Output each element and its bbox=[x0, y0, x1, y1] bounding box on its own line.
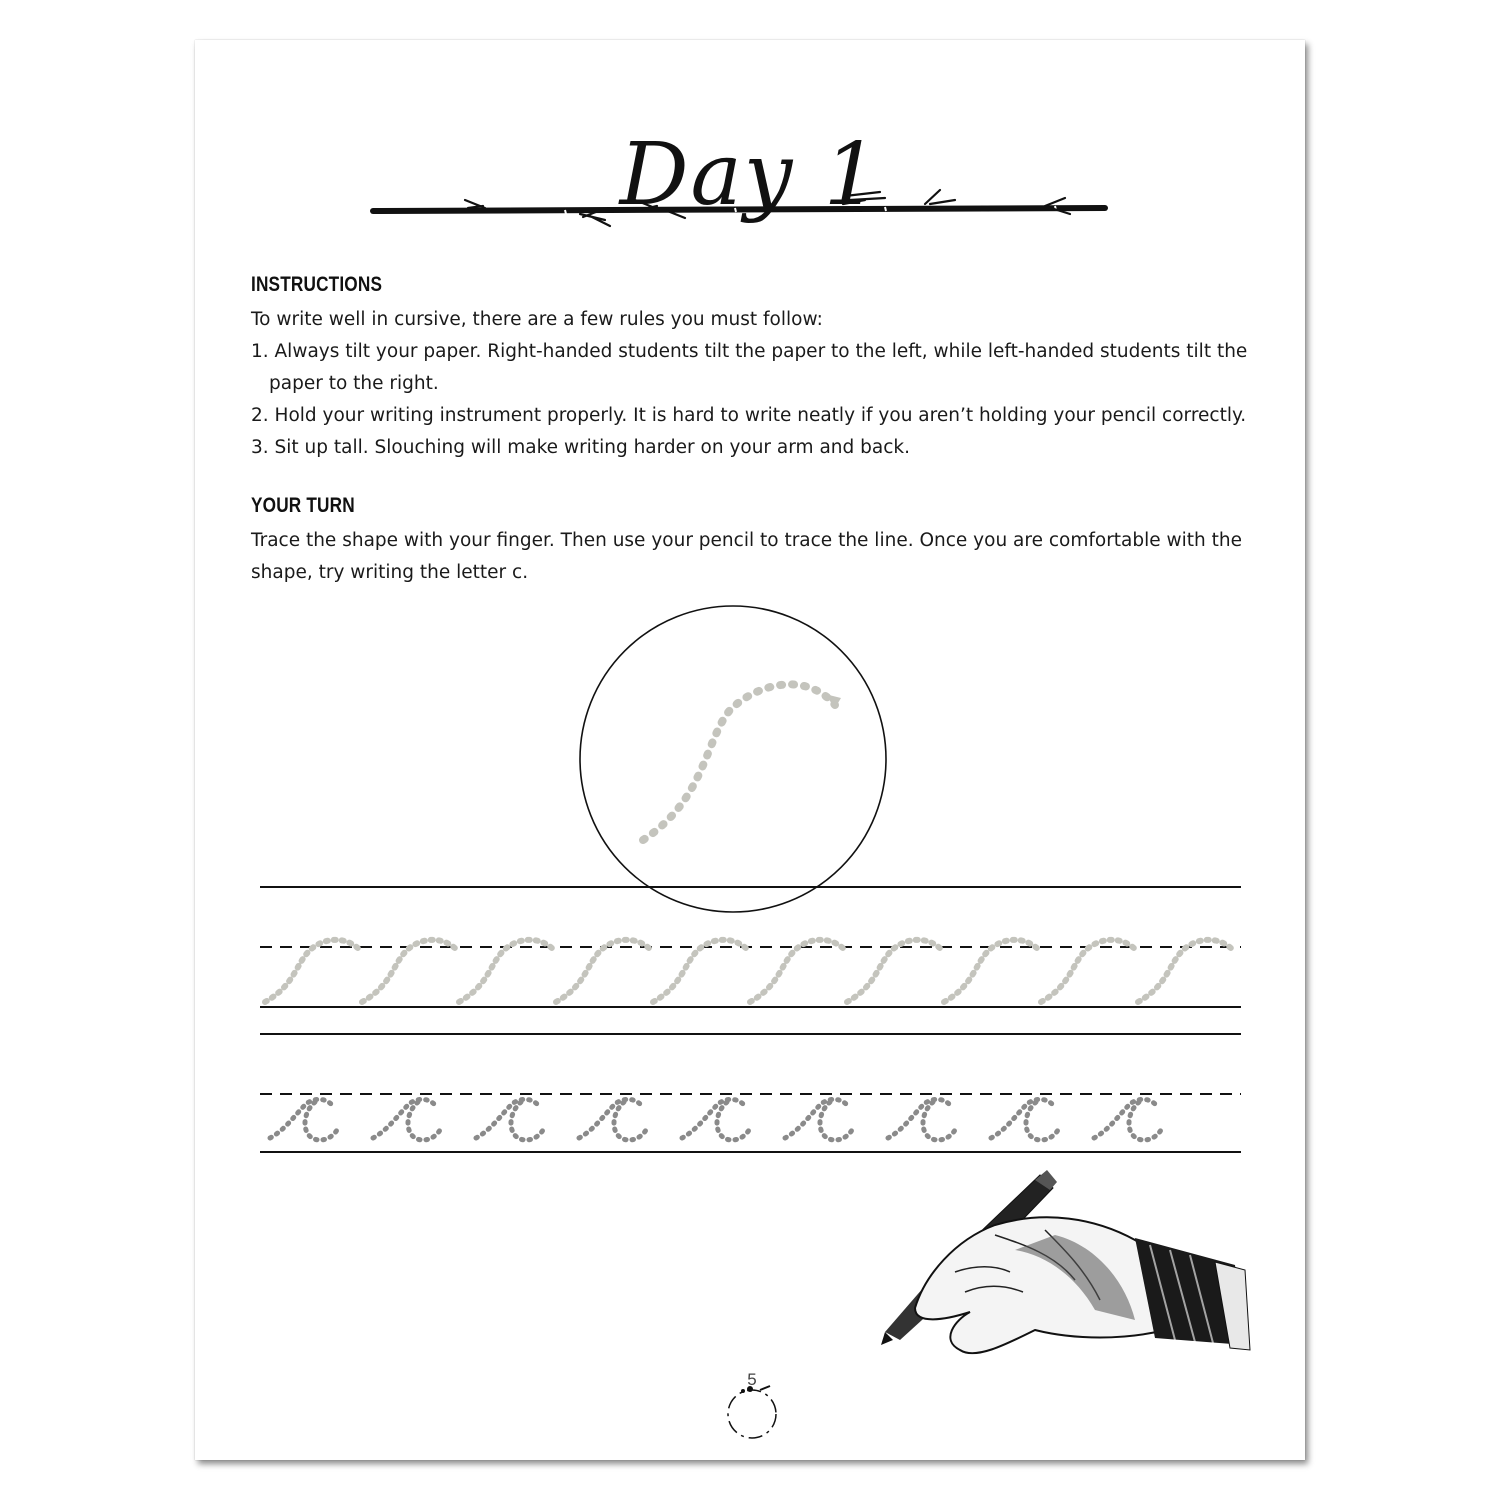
trace-stroke[interactable] bbox=[750, 940, 845, 1002]
trace-letter-c[interactable] bbox=[785, 1099, 852, 1140]
demo-circle bbox=[580, 606, 886, 912]
trace-letter-c[interactable] bbox=[991, 1099, 1058, 1140]
trace-stroke[interactable] bbox=[944, 940, 1039, 1002]
trace-stroke[interactable] bbox=[556, 940, 651, 1002]
stroke-trace-row bbox=[265, 940, 1233, 1002]
trace-stroke[interactable] bbox=[847, 940, 942, 1002]
trace-letter-c[interactable] bbox=[682, 1099, 749, 1140]
trace-stroke[interactable] bbox=[653, 940, 748, 1002]
trace-letter-c[interactable] bbox=[888, 1099, 955, 1140]
trace-letter-c[interactable] bbox=[1094, 1099, 1161, 1140]
trace-stroke[interactable] bbox=[1138, 940, 1233, 1002]
trace-stroke[interactable] bbox=[362, 940, 457, 1002]
trace-stroke[interactable] bbox=[459, 940, 554, 1002]
trace-stroke[interactable] bbox=[1041, 940, 1136, 1002]
practice-area bbox=[195, 40, 1305, 1460]
trace-stroke[interactable] bbox=[265, 940, 360, 1002]
letter-trace-row bbox=[270, 1099, 1161, 1140]
rule-item: 3. Sit up tall. Slouching will make writing harder on your arm and back. bbox=[251, 437, 910, 458]
trace-letter-c[interactable] bbox=[373, 1099, 440, 1140]
page-number: 5 bbox=[747, 1370, 757, 1389]
trace-letter-c[interactable] bbox=[270, 1099, 337, 1140]
instructions-intro: To write well in cursive, there are a few rules you must follow: bbox=[251, 309, 823, 330]
instructions-heading: INSTRUCTIONS bbox=[251, 273, 383, 296]
your-turn-text: Trace the shape with your finger. Then use your pencil to trace the line. Once you are comfortable with the shape, try writing the letter c. bbox=[251, 530, 1243, 583]
hand-pen-illustration bbox=[881, 1170, 1250, 1353]
rule-item: 2. Hold your writing instrument properly. It is hard to write neatly if you aren’t holding your pencil correctly. bbox=[251, 405, 1247, 426]
page-title: Day 1 bbox=[619, 125, 881, 225]
page-number-ornament bbox=[728, 1386, 776, 1438]
your-turn-heading: YOUR TURN bbox=[251, 494, 355, 517]
rule-item: 1. Always tilt your paper. Right-handed students tilt the paper to the left, while left-handed students tilt the paper to the right. bbox=[251, 341, 1248, 394]
trace-letter-c[interactable] bbox=[476, 1099, 543, 1140]
trace-letter-c[interactable] bbox=[579, 1099, 646, 1140]
writing-lines bbox=[260, 887, 1241, 1152]
worksheet-page bbox=[195, 40, 1305, 1460]
